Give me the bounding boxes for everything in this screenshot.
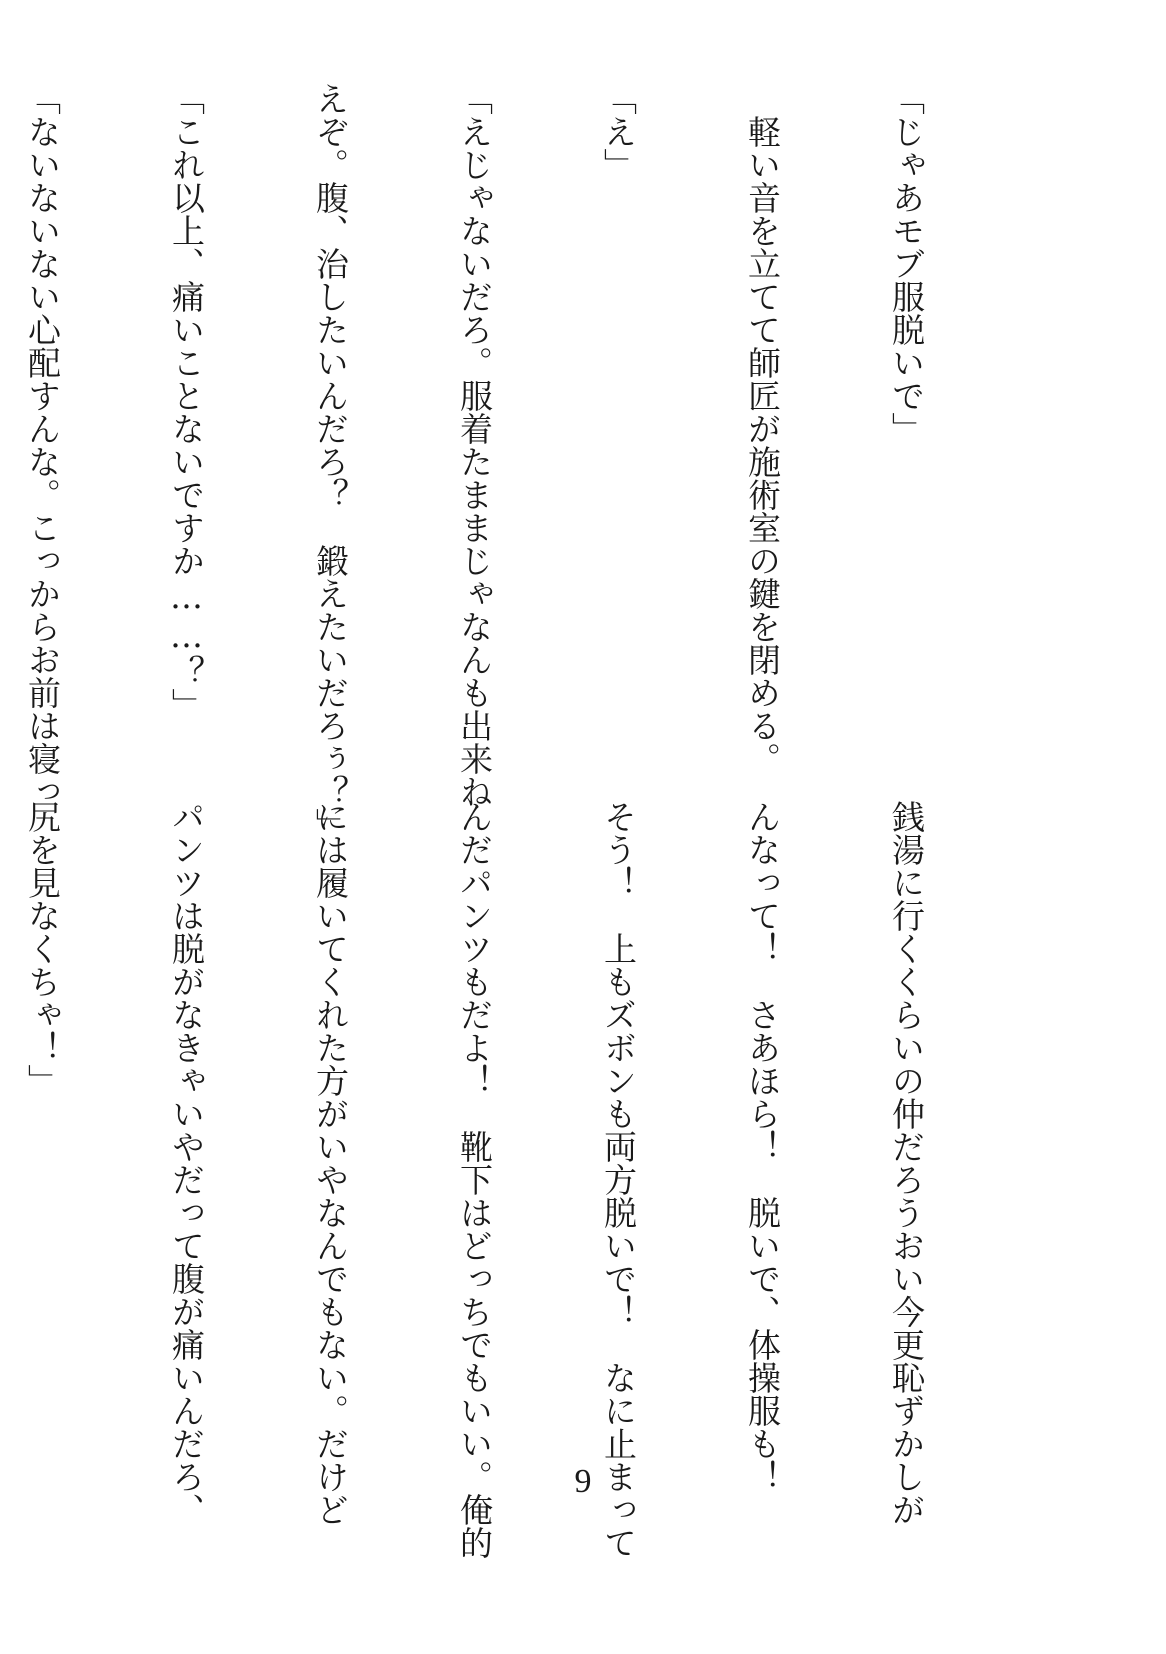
text-line: 「ないないない心配すんな。こっからお前は寝っ — [23, 82, 62, 808]
text-line: 尻を見なくちゃ！」 — [23, 800, 62, 1097]
text-line: そう！ 上もズボンも両方脱いで！ なに止まって — [599, 800, 638, 1559]
text-line: 「え」 — [599, 82, 638, 181]
text-line: んなって！ さあほら！ 脱いで、体操服も！ — [743, 800, 782, 1493]
text-line: えぞ。腹、治したいんだろ？ 鍛えたいだろぅ？」 — [311, 82, 350, 841]
page-number: 9 — [574, 1463, 592, 1500]
text-line: パンツは脱がなきゃいやだって腹が痛いんだろ、 — [167, 800, 206, 1526]
text-line: 「これ以上、痛いことないですか……？」 — [167, 82, 206, 721]
text-line: 「えじゃないだろ。服着たままじゃなんも出来ね — [455, 82, 494, 808]
text-line: 軽い音を立てて師匠が施術室の鍵を閉める。 — [743, 82, 782, 775]
text-block-top — [23, 82, 1026, 841]
text-block-bottom — [23, 800, 1026, 1559]
text-line: んだパンツもだよ！ 靴下はどっちでもいい。俺的 — [455, 800, 494, 1559]
text-line: には履いてくれた方がいやなんでもない。だけど — [311, 800, 350, 1526]
text-line: 「じゃあモブ服脱いで」 — [887, 82, 926, 445]
text-line: 銭湯に行くくらいの仲だろうおい今更恥ずかしが — [887, 800, 926, 1526]
